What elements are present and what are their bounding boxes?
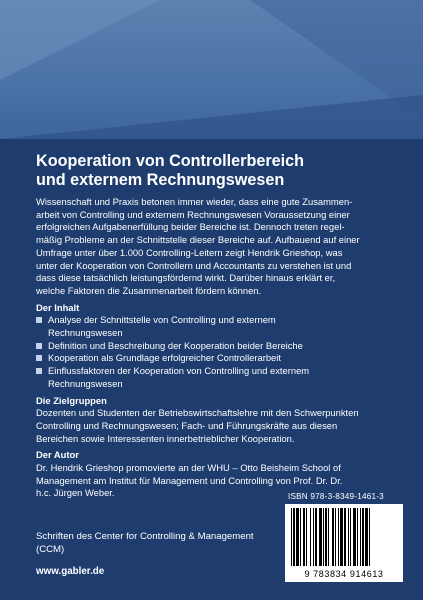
publisher-url[interactable]: www.gabler.de <box>36 566 105 577</box>
list-item <box>36 314 402 339</box>
list-item-line: Rechnungswesen <box>48 377 123 389</box>
decorative-stripes <box>0 0 423 139</box>
barcode-bar <box>325 508 327 566</box>
intro-line: arbeit von Controlling und externem Rechnungswesen Voraussetzung einer <box>36 208 350 220</box>
barcode-bar <box>350 508 351 566</box>
barcode-bars <box>291 508 370 566</box>
barcode-bar <box>293 508 295 566</box>
intro-line: welche Faktoren die Zusammenarbeit fördern können. <box>36 284 262 296</box>
list-item-line: Definition und Beschreibung der Kooperation beider Bereiche <box>48 339 303 351</box>
barcode-bar <box>360 508 361 566</box>
list-item-line: Rechnungswesen <box>48 327 123 339</box>
barcode-bar <box>335 508 336 566</box>
barcode-bar <box>310 508 311 566</box>
autor-heading: Der Autor <box>36 449 79 461</box>
autor-line: Dr. Hendrik Grieshop promovierte an der WHU – Otto Beisheim School of <box>36 462 341 474</box>
book-title <box>36 152 396 190</box>
zielgruppen-line: Controlling und Rechnungswesen; Fach- und Führungskräfte aus diesen <box>36 419 338 431</box>
zielgruppen-heading: Die Zielgruppen <box>36 394 107 406</box>
zielgruppen-line: Bereichen sowie Interessenten innerbetrieblicher Kooperation. <box>36 432 295 444</box>
series-line: Schriften des Center for Controlling & Management <box>36 531 254 542</box>
barcode-bar <box>340 508 343 566</box>
barcode-bar <box>365 508 368 566</box>
barcode-bar <box>332 508 334 566</box>
series-line: (CCM) <box>36 543 65 555</box>
barcode <box>285 504 403 582</box>
barcode-bar <box>338 508 339 566</box>
barcode-bar <box>328 508 329 566</box>
barcode-bar <box>357 508 358 566</box>
list-item <box>36 340 402 353</box>
barcode-bar <box>348 508 349 566</box>
series-name <box>36 531 254 556</box>
title-line: Kooperation von Controllerbereich <box>36 152 305 170</box>
description-block <box>36 196 402 500</box>
barcode-bar <box>306 508 307 566</box>
intro-line: mäßig Probleme an der Schnittstelle dieser Bereiche auf. Aufbauend auf einer <box>36 234 360 246</box>
barcode-bar <box>313 508 314 566</box>
inhalt-heading: Der Inhalt <box>36 301 80 313</box>
barcode-bar <box>291 508 292 566</box>
list-item <box>36 365 402 390</box>
barcode-bar <box>369 508 370 566</box>
autor-line: h.c. Jürgen Weber. <box>36 487 115 499</box>
zielgruppen-text <box>36 407 402 445</box>
intro-line: unter der Kooperation von Controllern und Accountants zu verstehen ist und <box>36 259 352 271</box>
barcode-bar <box>353 508 356 566</box>
barcode-bar <box>300 508 301 566</box>
list-item-line: Einflussfaktoren der Kooperation von Controlling und externem <box>48 365 310 377</box>
barcode-bar <box>315 508 317 566</box>
intro-line: Umfrage unter über 1.000 Controlling-Leitern zeigt Hendrik Grieshop, was <box>36 246 343 258</box>
barcode-digits: 9 783834 914613 <box>304 569 384 579</box>
barcode-bar <box>344 508 346 566</box>
barcode-bar <box>323 508 324 566</box>
isbn-label: ISBN 978-3-8349-1461-3 <box>288 492 384 501</box>
intro-line: Wissenschaft und Praxis betonen immer wieder, dass eine gute Zusammen- <box>36 196 353 207</box>
inhalt-list <box>36 314 402 390</box>
barcode-bar <box>303 508 305 566</box>
barcode-bar <box>319 508 322 566</box>
intro-line: dass diese tatsächlich leistungsfördernd wirkt. Darüber hinaus erklärt er, <box>36 272 336 284</box>
zielgruppen-line: Dozenten und Studenten der Betriebswirtschaftslehre mit den Schwerpunkten <box>36 407 359 419</box>
title-line: und externem Rechnungswesen <box>36 171 285 189</box>
list-item <box>36 352 402 365</box>
autor-line: Management am Institut für Management und Controlling von Prof. Dr. Dr. <box>36 474 343 486</box>
intro-paragraph <box>36 196 402 298</box>
intro-line: erfolgreichen Aufgabenerfüllung beider Bereiche ist. Dennoch treten regel- <box>36 221 345 233</box>
barcode-bar <box>362 508 364 566</box>
list-item-line: Kooperation als Grundlage erfolgreicher Controllerarbeit <box>48 352 281 364</box>
barcode-bar <box>296 508 299 566</box>
list-item-line: Analyse der Schnittstelle von Controlling und externem <box>48 314 276 326</box>
